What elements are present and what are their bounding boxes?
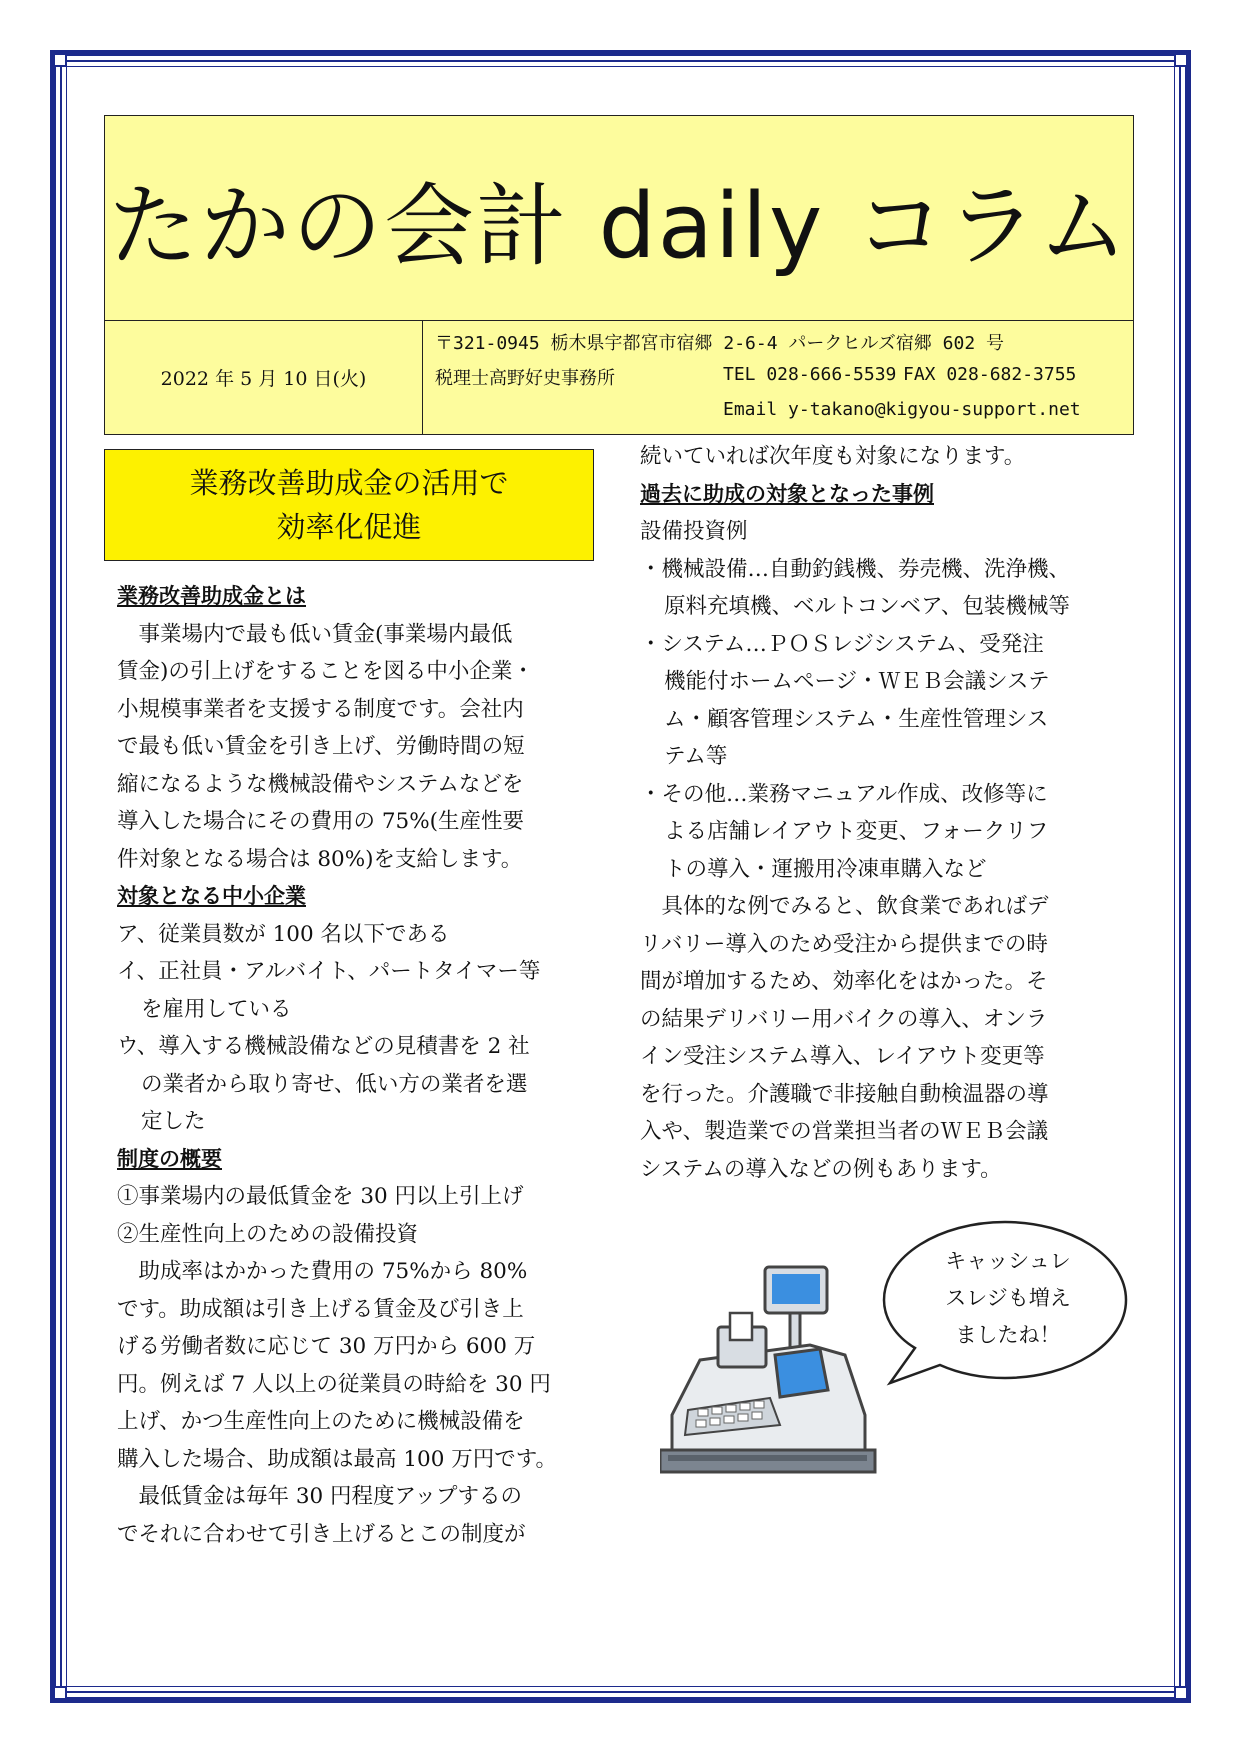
body-text-line: を行った。介護職で非接触自動検温器の導 bbox=[640, 1081, 1049, 1107]
section-heading: 業務改善助成金とは bbox=[117, 584, 306, 608]
article-right-column bbox=[640, 438, 1130, 1188]
body-text-line: 入や、製造業での営業担当者のＷＥＢ会議 bbox=[640, 1119, 1049, 1144]
body-text-line: トの導入・運搬用冷凍車購入など bbox=[664, 856, 987, 882]
masthead bbox=[104, 115, 1134, 435]
corner-ornament bbox=[1174, 1686, 1188, 1700]
body-text-line: ム・顧客管理システム・生産性管理シス bbox=[664, 706, 1049, 732]
body-text-line: で最も低い賃金を引き上げ、労働時間の短 bbox=[117, 734, 525, 759]
corner-ornament bbox=[1174, 53, 1188, 67]
email-address[interactable]: Email y-takano@kigyou-support.net bbox=[723, 399, 1081, 420]
body-text-line: 購入した場合、助成額は最高 100 万円です。 bbox=[117, 1446, 557, 1472]
body-text-line: です。助成額は引き上げる賃金及び引き上 bbox=[117, 1296, 524, 1322]
body-text-line: 件対象となる場合は 80%)を支給します。 bbox=[117, 846, 523, 872]
body-text-line: 原料充填機、ベルトコンベア、包装機械等 bbox=[664, 594, 1070, 619]
phone-number: TEL 028-666-5539 bbox=[723, 364, 897, 385]
headline-line: 効率化促進 bbox=[276, 510, 422, 544]
body-text-line: 助成率はかかった費用の 75%から 80% bbox=[117, 1259, 528, 1284]
fax-number: FAX 028-682-3755 bbox=[903, 364, 1077, 385]
body-text-line: 賃金)の引上げをすることを図る中小企業・ bbox=[117, 659, 534, 684]
section-heading: 制度の概要 bbox=[117, 1146, 222, 1171]
body-text-line: の結果デリバリー用バイクの導入、オンラ bbox=[640, 1006, 1048, 1032]
contact-info bbox=[423, 321, 1133, 434]
corner-ornament bbox=[53, 53, 67, 67]
page-title: たかの会計 daily コラム bbox=[108, 174, 1130, 279]
cash-register-icon bbox=[660, 1265, 890, 1495]
article-headline bbox=[104, 449, 594, 561]
body-text-line: でそれに合わせて引き上げるとこの制度が bbox=[117, 1521, 526, 1547]
body-text-line: ア、従業員数が 100 名以下である bbox=[117, 921, 450, 947]
body-text-line: リバリー導入のため受注から提供までの時 bbox=[640, 931, 1048, 957]
body-text-line: 機能付ホームページ・ＷＥＢ会議システ bbox=[664, 669, 1050, 694]
body-text-line: 上げ、かつ生産性向上のために機械設備を bbox=[117, 1409, 525, 1434]
body-text-line: 最低賃金は毎年 30 円程度アップするの bbox=[117, 1484, 523, 1509]
body-text-line: ウ、導入する機械設備などの見積書を 2 社 bbox=[117, 1034, 530, 1059]
body-text-line: テム等 bbox=[664, 744, 728, 769]
body-text-line: イ、正社員・アルバイト、パートタイマー等 bbox=[117, 959, 541, 984]
body-text-line: ・その他…業務マニュアル作成、改修等に bbox=[640, 781, 1048, 807]
body-text-line: 小規模事業者を支援する制度です。会社内 bbox=[117, 696, 524, 722]
issue-date: 2022 年 5 月 10 日(火) bbox=[105, 321, 423, 434]
body-text-line: システムの導入などの例もあります。 bbox=[640, 1156, 1002, 1182]
body-text-line: ②生産性向上のための設備投資 bbox=[117, 1221, 419, 1247]
section-heading: 対象となる中小企業 bbox=[117, 884, 306, 908]
headline-line: 業務改善助成金の活用で bbox=[189, 466, 509, 500]
body-text-line: の業者から取り寄せ、低い方の業者を選 bbox=[141, 1071, 528, 1097]
corner-ornament bbox=[53, 1686, 67, 1700]
body-text-line: を雇用している bbox=[141, 996, 292, 1022]
office-name: 税理士高野好史事務所 bbox=[435, 368, 615, 389]
postal-address: 〒321-0945 栃木県宇都宮市宿郷 2-6-4 パークヒルズ宿郷 602 号 bbox=[435, 333, 1005, 354]
article-left-column bbox=[117, 578, 607, 1553]
body-text-line: 間が増加するため、効率化をはかった。そ bbox=[640, 969, 1048, 994]
bubble-line: スレジも増え bbox=[945, 1286, 1071, 1310]
body-text-line: 続いていれば次年度も対象になります。 bbox=[640, 444, 1026, 469]
section-heading: 過去に助成の対象となった事例 bbox=[640, 481, 934, 506]
body-text-line: 具体的な例でみると、飲食業であればデ bbox=[640, 894, 1049, 919]
body-text-line: 導入した場合にその費用の 75%(生産性要 bbox=[117, 809, 525, 834]
body-text-line: 設備投資例 bbox=[640, 519, 748, 544]
body-text-line: 定した bbox=[141, 1109, 206, 1134]
bubble-line: キャッシュレ bbox=[945, 1249, 1071, 1273]
title-banner bbox=[105, 116, 1133, 321]
body-text-line: 縮になるような機械設備やシステムなどを bbox=[117, 771, 524, 797]
body-text-line: 円。例えば 7 人以上の従業員の時給を 30 円 bbox=[117, 1371, 551, 1397]
speech-bubble-text bbox=[908, 1243, 1108, 1354]
body-text-line: げる労働者数に応じて 30 万円から 600 万 bbox=[117, 1334, 536, 1359]
body-text-line: ①事業場内の最低賃金を 30 円以上引上げ bbox=[117, 1184, 524, 1209]
body-text-line: 事業場内で最も低い賃金(事業場内最低 bbox=[117, 621, 513, 647]
body-text-line: よる店舗レイアウト変更、フォークリフ bbox=[664, 819, 1049, 844]
body-text-line: イン受注システム導入、レイアウト変更等 bbox=[640, 1044, 1045, 1069]
body-text-line: ・機械設備…自動釣銭機、券売機、洗浄機、 bbox=[640, 556, 1071, 582]
body-text-line: ・システム…ＰＯＳレジシステム、受発注 bbox=[640, 631, 1044, 657]
bubble-line: ましたね！ bbox=[955, 1323, 1061, 1347]
